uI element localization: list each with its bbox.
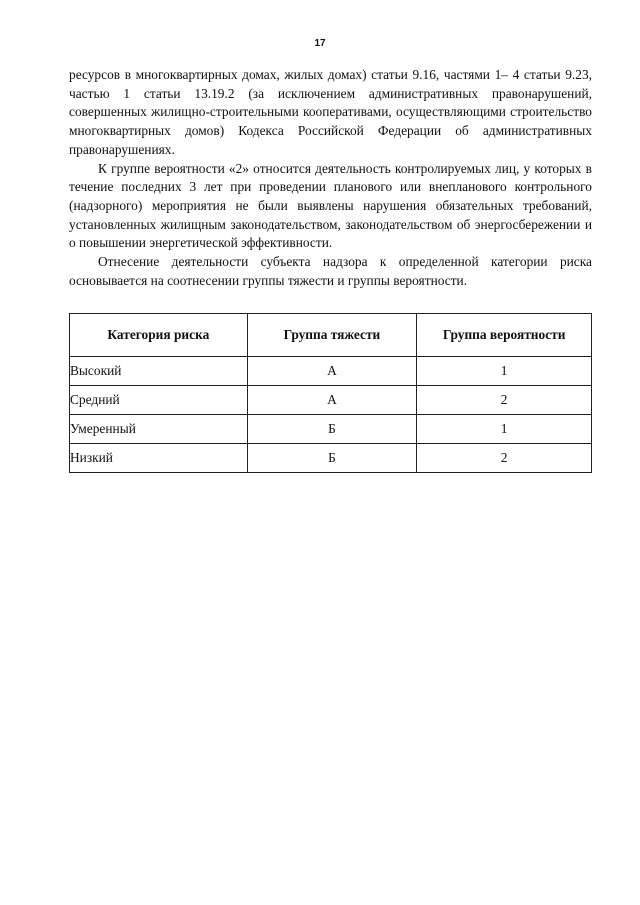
table-row bbox=[70, 357, 592, 386]
paragraph-continuation: ресурсов в многоквартирных домах, жилых домах) статьи 9.16, частями 1– 4 статьи 9.23, частью 1 статьи 13.19.2 (за исключением административных правонарушений, совершенных жилищно-строительными кооперативами, осуществляющими строительство многоквартирных домов) Кодекса Российской Федерации об административных правонарушениях. bbox=[69, 67, 592, 157]
probability-group-cell: 2 bbox=[417, 386, 592, 415]
page-number: 17 bbox=[314, 38, 326, 49]
risk-category-cell: Умеренный bbox=[70, 415, 248, 444]
header-risk-category: Категория риска bbox=[70, 314, 248, 357]
severity-group-cell: Б bbox=[247, 415, 417, 444]
severity-group-cell: А bbox=[247, 386, 417, 415]
table-row bbox=[70, 386, 592, 415]
header-severity-group: Группа тяжести bbox=[247, 314, 417, 357]
probability-group-cell: 1 bbox=[417, 415, 592, 444]
header-probability-group: Группа вероятности bbox=[417, 314, 592, 357]
probability-group-cell: 1 bbox=[417, 357, 592, 386]
table-row bbox=[70, 415, 592, 444]
paragraph-risk-assignment: Отнесение деятельности субъекта надзора к определенной категории риска основывается на соотнесении группы тяжести и группы вероятности. bbox=[69, 254, 592, 288]
risk-category-cell: Низкий bbox=[70, 444, 248, 473]
paragraph-probability-group: К группе вероятности «2» относится деятельность контролируемых лиц, у которых в течение последних 3 лет при проведении планового или внепланового контрольного (надзорного) мероприятия не были выявлены нарушения обязательных требований, установленных жилищным законодательством, законодательством об энергосбережении и о повышении энергетической эффективности. bbox=[69, 160, 592, 251]
body-text bbox=[69, 66, 592, 290]
table-header-row bbox=[70, 314, 592, 357]
risk-category-cell: Средний bbox=[70, 386, 248, 415]
table-row bbox=[70, 444, 592, 473]
risk-category-cell: Высокий bbox=[70, 357, 248, 386]
severity-group-cell: Б bbox=[247, 444, 417, 473]
severity-group-cell: А bbox=[247, 357, 417, 386]
probability-group-cell: 2 bbox=[417, 444, 592, 473]
risk-category-table bbox=[69, 313, 592, 473]
